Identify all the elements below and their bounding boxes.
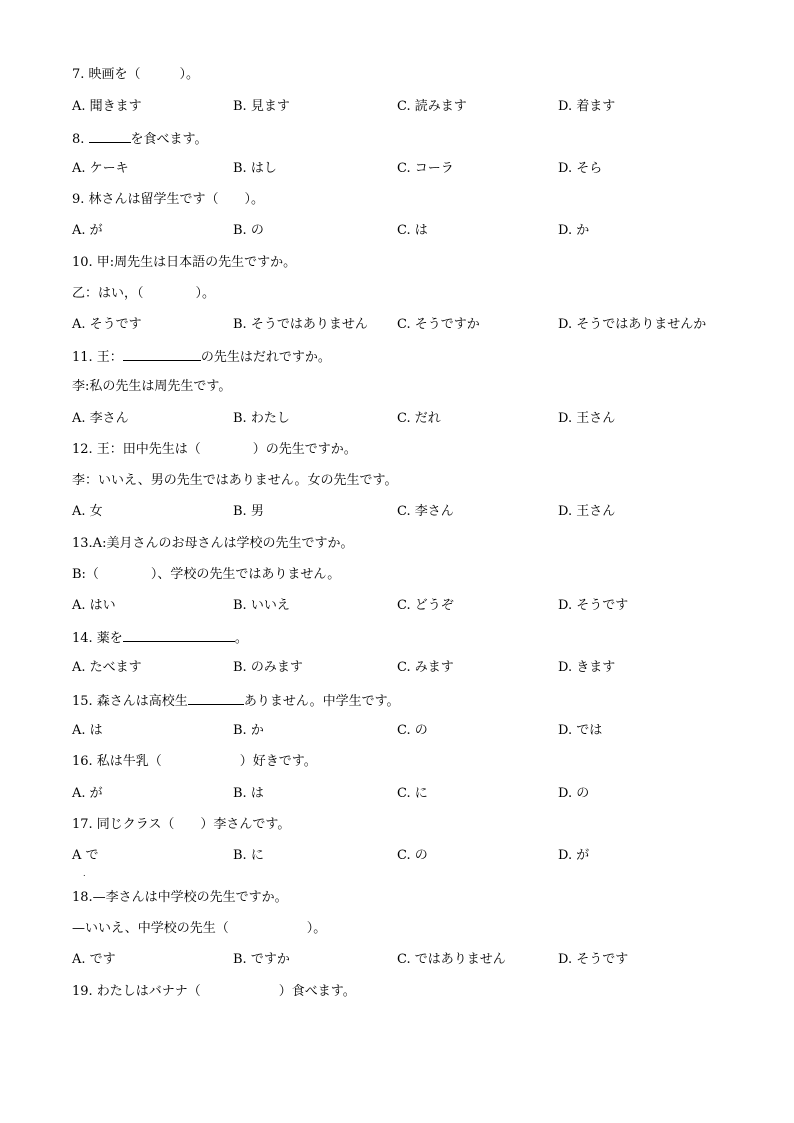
question-11-reply: 李:私の先生は周先生です。 xyxy=(72,379,232,394)
question-12-option-a: A. 女 xyxy=(72,504,103,519)
question-13-option-c: C. どうぞ xyxy=(397,598,454,613)
question-8-option-c: C. コーラ xyxy=(397,161,454,176)
question-15-option-d: D. では xyxy=(558,723,603,738)
question-10-reply: 乙：はい，（ ）。 xyxy=(72,286,216,301)
question-18-reply: —いいえ、中学校の先生（ ）。 xyxy=(72,921,327,936)
question-17-option-d: D. が xyxy=(558,848,590,863)
question-14-stem-text: 14. 薬を xyxy=(72,631,123,646)
question-11-blank xyxy=(123,348,201,361)
question-19-stem: 19. わたしはバナナ（ ）食べます。 xyxy=(72,984,356,999)
question-15-option-a: A. は xyxy=(72,723,103,738)
question-13-stem: 13.A:美月さんのお母さんは学校の先生ですか。 xyxy=(72,536,354,551)
question-11-option-a: A. 李さん xyxy=(72,411,129,426)
question-12-option-d: D. 王さん xyxy=(558,504,616,519)
question-11-option-d: D. 王さん xyxy=(558,411,616,426)
question-12-stem: 12. 王：田中先生は（ ）の先生ですか。 xyxy=(72,442,357,457)
question-15-option-b: B. か xyxy=(233,723,264,738)
question-7-option-a: A. 聞きます xyxy=(72,99,142,114)
question-9-stem: 9. 林さんは留学生です（ ）。 xyxy=(72,192,265,207)
question-8-stem-text: を食べます。 xyxy=(130,132,208,147)
question-17-options xyxy=(72,848,772,864)
question-12-reply: 李：いいえ、男の先生ではありません。女の先生です。 xyxy=(72,473,398,488)
question-17-stem: 17. 同じクラス（ ）李さんです。 xyxy=(72,817,291,832)
question-14-option-d: D. きます xyxy=(558,660,616,675)
question-8-stem-number: 8. xyxy=(72,132,89,147)
question-12-option-b: B. 男 xyxy=(233,504,264,519)
question-16-option-d: D. の xyxy=(558,786,590,801)
question-8-option-a: A. ケーキ xyxy=(72,161,129,176)
question-16-option-b: B. は xyxy=(233,786,264,801)
question-14-option-b: B. のみます xyxy=(233,660,303,675)
question-7-option-c: C. 読みます xyxy=(397,99,467,114)
question-15-stem-text: 15. 森さんは高校生 xyxy=(72,694,188,709)
question-7-option-d: D. 着ます xyxy=(558,99,616,114)
question-13-reply: B:（ ）、学校の先生ではありません。 xyxy=(72,567,341,582)
question-11-options xyxy=(72,411,772,427)
question-9-option-d: D. か xyxy=(558,223,590,238)
question-11-stem-text: の先生はだれですか。 xyxy=(200,350,331,365)
question-18-stem: 18.—李さんは中学校の先生ですか。 xyxy=(72,890,288,905)
question-14-stem-end: 。 xyxy=(234,631,248,646)
question-7-options xyxy=(72,99,772,115)
question-15-options xyxy=(72,723,772,739)
question-13-option-d: D. そうです xyxy=(558,598,629,613)
question-15-stem-end: ありません。中学生です。 xyxy=(243,694,400,709)
question-16-option-a: A. が xyxy=(72,786,103,801)
question-18-options xyxy=(72,952,772,968)
question-17-option-b: B. に xyxy=(233,848,264,863)
question-9-option-a: A. が xyxy=(72,223,103,238)
question-8-option-d: D. そら xyxy=(558,161,603,176)
question-18-option-d: D. そうです xyxy=(558,952,629,967)
question-11-stem xyxy=(72,348,331,366)
question-14-blank xyxy=(123,629,235,642)
question-8-blank xyxy=(89,130,131,143)
question-12-option-c: C. 李さん xyxy=(397,504,454,519)
question-8-stem xyxy=(72,130,208,148)
question-9-option-c: C. は xyxy=(397,223,428,238)
question-10-option-c: C. そうですか xyxy=(397,317,480,332)
question-15-blank xyxy=(188,692,244,705)
question-10-option-b: B. そうではありません xyxy=(233,317,368,332)
question-17-option-c: C. の xyxy=(397,848,428,863)
question-7-option-b: B. 見ます xyxy=(233,99,290,114)
question-13-option-b: B. いいえ xyxy=(233,598,290,613)
question-10-stem: 10. 甲:周先生は日本語の先生ですか。 xyxy=(72,255,297,270)
question-15-stem xyxy=(72,692,400,710)
question-11-option-b: B. わたし xyxy=(233,411,290,426)
question-9-option-b: B. の xyxy=(233,223,264,238)
question-9-options xyxy=(72,223,772,239)
question-14-option-c: C. みます xyxy=(397,660,454,675)
question-17-option-a: A で xyxy=(72,848,99,863)
question-16-options xyxy=(72,786,772,802)
question-12-options xyxy=(72,504,772,520)
question-11-stem-number: 11. 王： xyxy=(72,350,123,365)
question-14-option-a: A. たべます xyxy=(72,660,142,675)
question-10-options xyxy=(72,317,772,333)
question-18-option-b: B. ですか xyxy=(233,952,290,967)
question-10-option-d: D. そうではありませんか xyxy=(558,317,707,332)
question-15-option-c: C. の xyxy=(397,723,428,738)
question-11-option-c: C. だれ xyxy=(397,411,441,426)
question-7-stem: 7. 映画を（ ）。 xyxy=(72,67,200,82)
question-14-options xyxy=(72,660,772,676)
question-14-stem xyxy=(72,629,248,647)
question-13-options xyxy=(72,598,772,614)
question-8-option-b: B. はし xyxy=(233,161,277,176)
question-16-stem: 16. 私は牛乳（ ）好きです。 xyxy=(72,754,317,769)
stray-dot-mark: . xyxy=(83,869,86,878)
question-18-option-c: C. ではありません xyxy=(397,952,506,967)
question-16-option-c: C. に xyxy=(397,786,428,801)
question-13-option-a: A. はい xyxy=(72,598,116,613)
question-8-options xyxy=(72,161,772,177)
question-10-option-a: A. そうです xyxy=(72,317,142,332)
question-18-option-a: A. です xyxy=(72,952,116,967)
